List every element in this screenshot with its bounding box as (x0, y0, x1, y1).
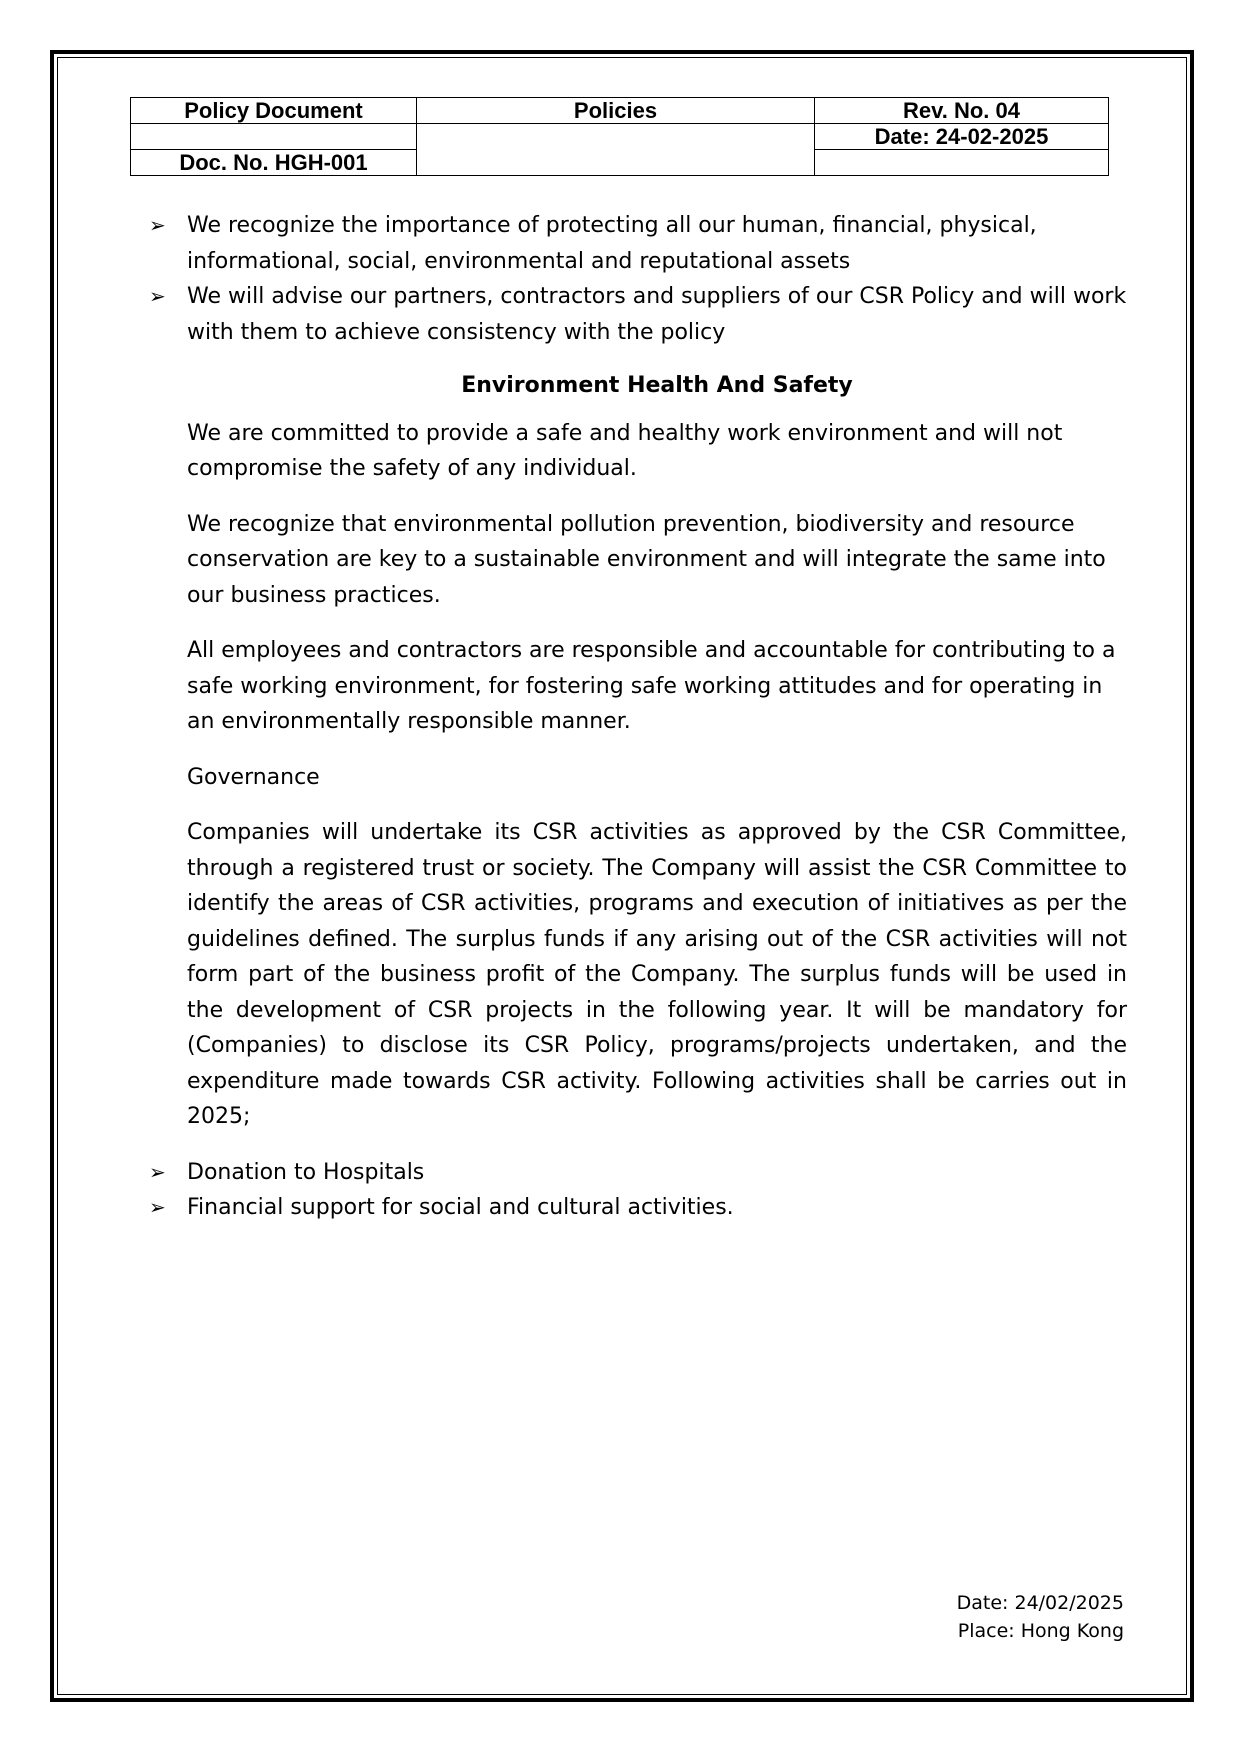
governance-paragraph: Companies will undertake its CSR activities as approved by the CSR Committee, through a registered trust or society. The Company will assist the CSR Committee to identify the areas of CSR activities, programs and execution of initiatives as per the guidelines defined. The surplus funds if any arising out of the CSR activities will not form part of the business profit of the Company. The surplus funds will be used in the development of CSR projects in the following year. It will be mandatory for (Companies) to disclose its CSR Policy, programs/projects undertaken, and the expenditure made towards CSR activity. Following activities shall be carries out in 2025; (187, 820, 1127, 1129)
header-row-2 (131, 124, 1109, 150)
bullet-text: Donation to Hospitals (187, 1159, 425, 1185)
header-policy-document: Policy Document (131, 98, 417, 124)
header-rev-no: Rev. No. 04 (815, 98, 1109, 124)
bullet-text: Financial support for social and cultural activities. (187, 1195, 734, 1220)
ehs-paragraph: We are committed to provide a safe and healthy work environment and will not compromise the safety of any individual. (187, 420, 1063, 481)
arrow-bullet-icon: ➢ (149, 1195, 166, 1219)
header-row-1 (131, 98, 1109, 124)
list-item (149, 208, 1127, 279)
ehs-paragraph: We recognize that environmental pollution prevention, biodiversity and resource conservation are key to a sustainable environment and will integrate the same into our business practices. (187, 511, 1106, 608)
header-doc-no: Doc. No. HGH-001 (131, 150, 417, 176)
header-merged-empty-cell (417, 124, 815, 176)
ehs-paragraph: All employees and contractors are responsible and accountable for contributing to a safe working environment, for fostering safe working attitudes and for operating in an environmentally responsible manner. (187, 638, 1116, 734)
header-empty-cell (131, 124, 417, 150)
section-title-ehs: Environment Health And Safety (461, 373, 853, 398)
list-item (149, 1190, 1127, 1226)
bullet-text: We will advise our partners, contractors and suppliers of our CSR Policy and will work with them to achieve consistency with the policy (187, 284, 1127, 345)
list-item (149, 279, 1127, 350)
arrow-bullet-icon: ➢ (149, 1159, 166, 1184)
header-policies: Policies (417, 98, 815, 124)
governance-heading: Governance (187, 764, 320, 790)
header-empty-cell (815, 150, 1109, 176)
activities-bullet-list (149, 1155, 1127, 1226)
list-item (149, 1155, 1127, 1191)
arrow-bullet-icon: ➢ (149, 284, 166, 308)
document-footer (957, 1589, 1124, 1645)
document-header-table (130, 97, 1109, 176)
footer-place: Place: Hong Kong (957, 1620, 1124, 1642)
footer-date: Date: 24/02/2025 (956, 1592, 1124, 1614)
arrow-bullet-icon: ➢ (149, 213, 166, 237)
header-date: Date: 24-02-2025 (815, 124, 1109, 150)
document-body (149, 208, 1127, 1226)
bullet-text: We recognize the importance of protecting all our human, financial, physical, informational, social, environmental and reputational assets (187, 213, 1037, 274)
intro-bullet-list (149, 208, 1127, 350)
